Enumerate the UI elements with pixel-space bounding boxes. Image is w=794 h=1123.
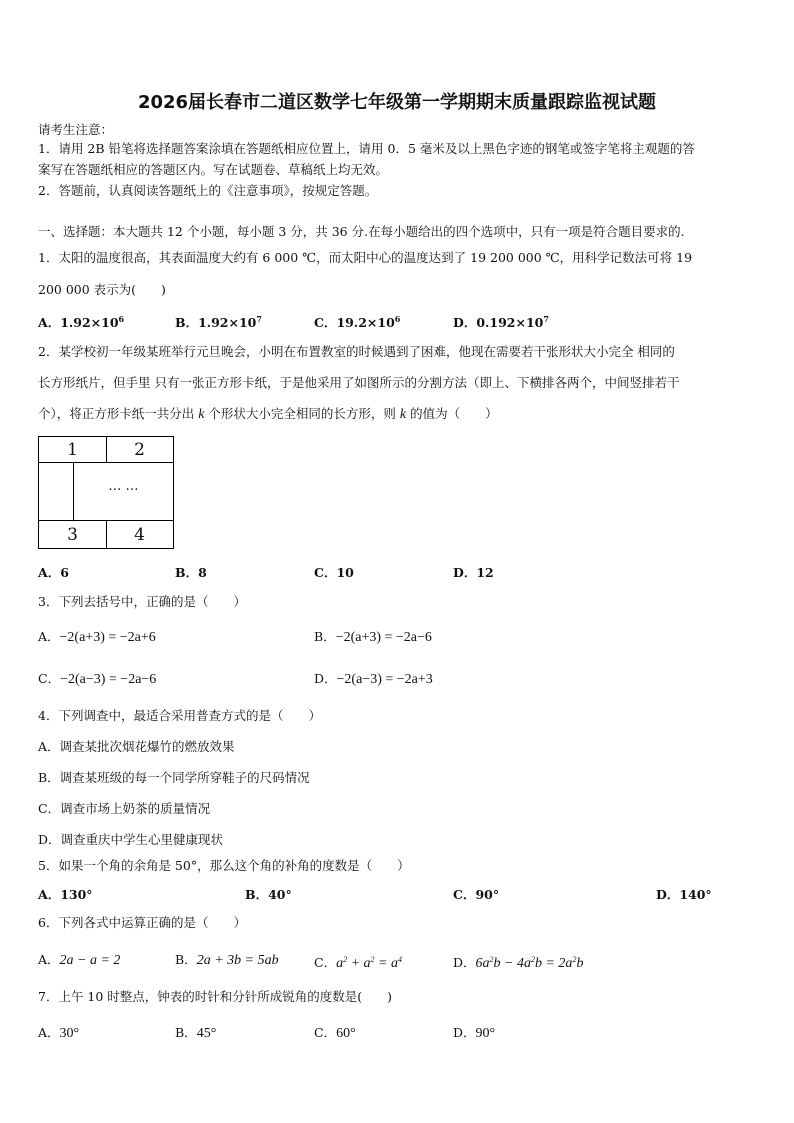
figure-cell-2: 2 (134, 440, 145, 460)
q1-stem-line-1: 1．太阳的温度很高，其表面温度大约有 6 000 ℃，而太阳中心的温度达到了 19 200 000 ℃，用科学记数法可将 19 (38, 250, 693, 265)
section-heading: 一、选择题：本大题共 12 个小题，每小题 3 分，共 36 分.在每小题给出的四个选项中，只有一项是符合题目要求的. (38, 224, 685, 239)
q1-option-d: D．$0.192\times 10^7$ (453, 314, 549, 330)
q2-figure-square (38, 436, 174, 549)
q3-option-b: B．−2(a+3) = −2a−6 (314, 629, 432, 645)
q5-option-c: C．90° (453, 887, 500, 902)
q2-stem-line-3: 个），将正方形卡纸一共分出 k 个形状大小完全相同的长方形，则 k 的值为（ ） (38, 406, 498, 422)
q4-stem: 4．下列调查中，最适合采用普查方式的是（ ） (38, 708, 321, 723)
q2-option-d: D．12 (453, 565, 494, 580)
q4-option-d: D．调查重庆中学生心里健康现状 (38, 832, 224, 847)
notice-item-1-line-2: 案写在答题纸相应的答题区内。写在试题卷、草稿纸上均无效。 (38, 162, 389, 177)
q3-stem: 3．下列去括号中，正确的是（ ） (38, 594, 246, 609)
page-title: 2026届长春市二道区数学七年级第一学期期末质量跟踪监视试题 (137, 92, 657, 113)
q4-option-b: B．调查某班级的每一个同学所穿鞋子的尺码情况 (38, 770, 310, 785)
q1-stem-line-2: 200 000 表示为( ) (38, 282, 166, 297)
q6-option-c: C．$a^2 + a^2 = a^4$ (314, 955, 402, 971)
q1-option-a: A．$1.92\times 10^6$ (38, 314, 125, 330)
q7-stem: 7．上午 10 时整点，钟表的时针和分针所成锐角的度数是( ) (38, 989, 393, 1004)
q5-option-d: D．140° (656, 887, 712, 902)
q3-option-c: C．−2(a−3) = −2a−6 (38, 671, 157, 687)
notice-item-1-line-1: 1．请用 2B 铅笔将选择题答案涂填在答题纸相应位置上，请用 0．5 毫米及以上黑色字迹的钢笔或签字笔将主观题的答 (38, 141, 695, 156)
figure-dots: … … (108, 479, 139, 494)
notice-heading: 请考生注意： (38, 122, 114, 137)
q2-stem-line-1: 2．某学校初一年级某班举行元旦晚会，小明在布置教室的时候遇到了困难，他现在需要若干张形状大小完全 相同的 (38, 344, 675, 359)
q6-stem: 6．下列各式中运算正确的是（ ） (38, 915, 246, 930)
q6-option-a: A．2a − a = 2 (38, 952, 121, 968)
q6-option-d: D．$6a^2b - 4a^2b = 2a^2b$ (453, 955, 584, 971)
q7-option-a: A．30° (38, 1025, 80, 1041)
q2-option-c: C．10 (314, 565, 354, 580)
q2-option-a: A．6 (38, 565, 69, 580)
figure-top-divider (39, 462, 173, 463)
q1-option-c: C．$19.2\times 10^6$ (314, 314, 401, 330)
q7-option-c: C．60° (314, 1025, 356, 1041)
q5-option-a: A．130° (38, 887, 93, 902)
figure-cell-4: 4 (134, 525, 145, 545)
figure-cell-1: 1 (67, 440, 78, 460)
q5-stem: 5．如果一个角的余角是 50°，那么这个角的补角的度数是（ ） (38, 858, 410, 873)
figure-cell-3: 3 (67, 525, 78, 545)
q7-option-b: B．45° (175, 1025, 217, 1041)
q7-option-d: D．90° (453, 1025, 496, 1041)
q5-option-b: B．40° (245, 887, 292, 902)
q2-stem-line-2: 长方形纸片，但手里 只有一张正方形卡纸，于是他采用了如图所示的分割方法（即上、下横排各两个，中间竖排若干 (38, 375, 680, 390)
q4-option-c: C．调查市场上奶茶的质量情况 (38, 801, 211, 816)
notice-item-2: 2．答题前，认真阅读答题纸上的《注意事项》，按规定答题。 (38, 183, 378, 198)
q3-option-a: A．−2(a+3) = −2a+6 (38, 629, 156, 645)
q4-option-a: A．调查某批次烟花爆竹的燃放效果 (38, 739, 235, 754)
q1-option-b: B．$1.92\times 10^7$ (175, 314, 262, 330)
q3-option-d: D．−2(a−3) = −2a+3 (314, 671, 433, 687)
q2-option-b: B．8 (175, 565, 207, 580)
q6-option-b: B．2a + 3b = 5ab (175, 952, 279, 968)
